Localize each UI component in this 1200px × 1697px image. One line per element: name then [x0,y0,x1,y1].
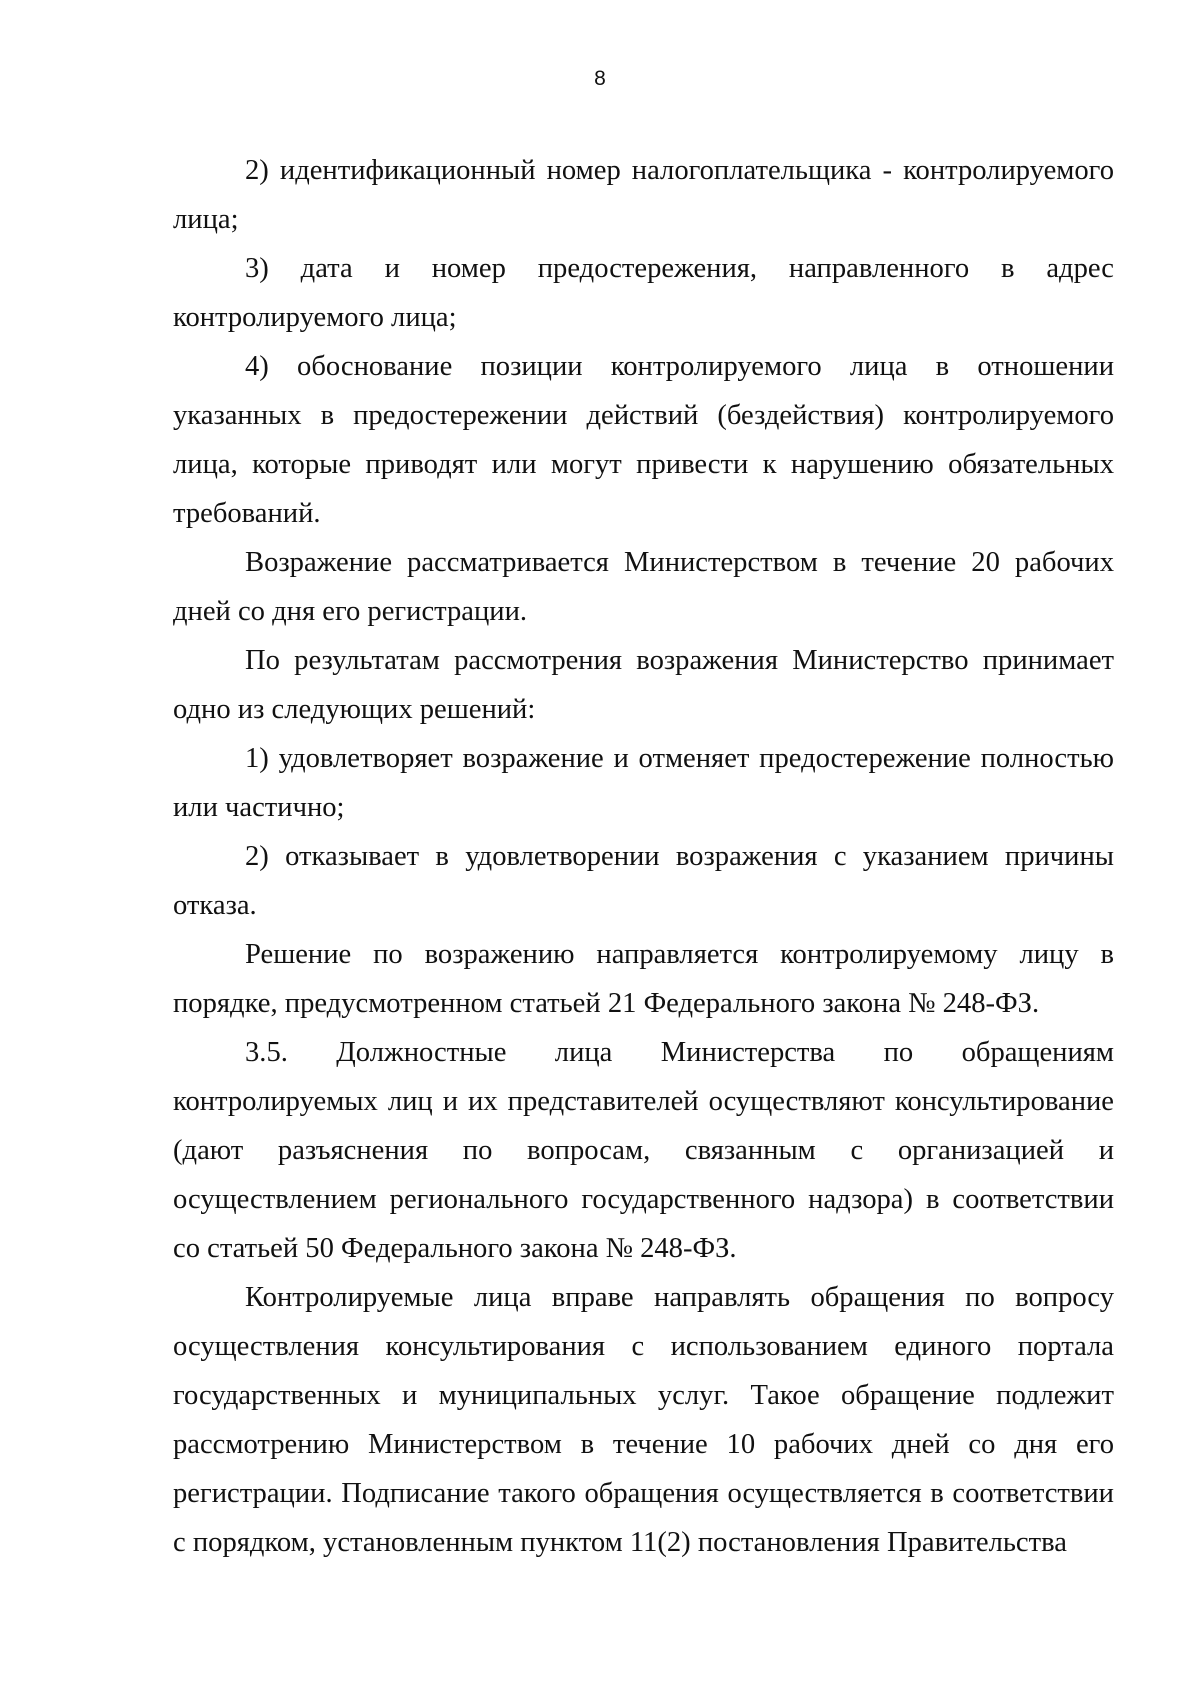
paragraph-decision-delivery: Решение по возражению направляется контролируемому лицу в порядке, предусмотренном статьей 21 Федерального закона № 248-ФЗ. [173,939,1114,1019]
paragraph-decision-1: 1) удовлетворяет возражение и отменяет предостережение полностью или частично; [173,743,1114,823]
paragraph-objection-review-term: Возражение рассматривается Министерством в течение 20 рабочих дней со дня его регистрации. [173,547,1114,627]
document-body [173,146,1114,1567]
page-number: 8 [594,67,606,90]
paragraph-item-4-justification: 4) обоснование позиции контролируемого лица в отношении указанных в предостережении действий (бездействия) контролируемого лица, которые приводят или могут привести к нарушению обязательных требований. [173,351,1114,529]
paragraph-item-2-inn: 2) идентификационный номер налогоплательщика - контролируемого лица; [173,155,1114,235]
paragraph-section-3-5: 3.5. Должностные лица Министерства по обращениям контролируемых лиц и их представителей осуществляют консультирование (дают разъяснения по вопросам, связанным с организацией и осуществлением регионального государственного надзора) в соответствии со статьей 50 Федерального закона № 248-ФЗ. [173,1037,1114,1264]
paragraph-decision-2: 2) отказывает в удовлетворении возражения с указанием причины отказа. [173,841,1114,921]
paragraph-item-3-warning-date: 3) дата и номер предостережения, направленного в адрес контролируемого лица; [173,253,1114,333]
paragraph-consultation-requests: Контролируемые лица вправе направлять обращения по вопросу осуществления консультирования с использованием единого портала государственных и муниципальных услуг. Такое обращение подлежит рассмотрению Министерством в течение 10 рабочих дней со дня его регистрации. Подписание такого обращения осуществляется в соответствии с порядком, установленным пунктом 11(2) постановления Правительства [173,1282,1114,1558]
paragraph-decision-intro: По результатам рассмотрения возражения Министерство принимает одно из следующих решений: [173,645,1114,725]
